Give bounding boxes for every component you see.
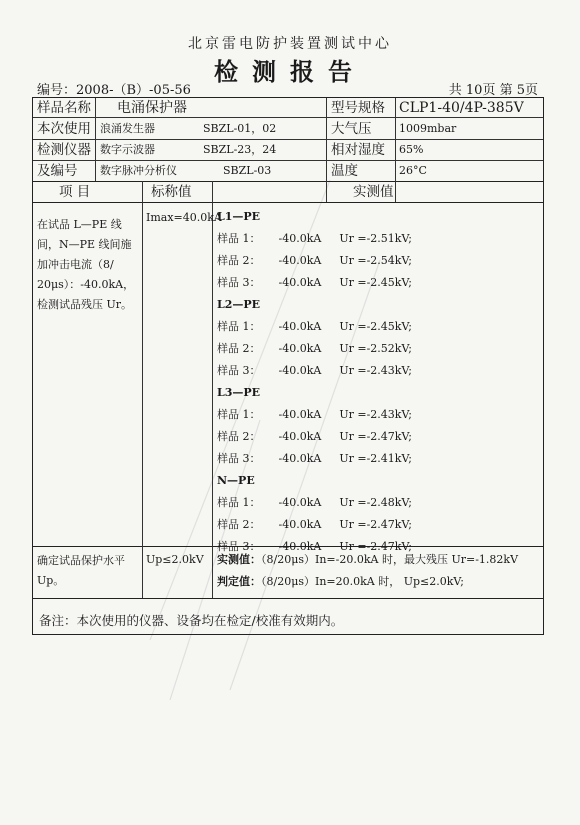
judged-label: 判定值： bbox=[217, 575, 261, 588]
list-item: 样品 3： -40.0kA Ur =-2.43kV; bbox=[217, 364, 412, 377]
remark-note: 备注：本次使用的仪器、设备均在检定/校准有效期内。 bbox=[39, 613, 344, 628]
humidity-label: 相对湿度 bbox=[331, 142, 385, 158]
list-item: 样品 3： -40.0kA Ur =-2.41kV; bbox=[217, 452, 412, 465]
instrument-1: 浪涌发生器 bbox=[100, 122, 155, 135]
col-item-header: 项 目 bbox=[59, 184, 91, 200]
detect-label: 检测仪器 bbox=[37, 142, 91, 158]
instrument-3-id: SBZL-03 bbox=[223, 164, 272, 177]
instrument-1-id: SBZL-01，02 bbox=[203, 122, 277, 135]
list-item: 样品 3： -40.0kA Ur =-2.47kV; bbox=[217, 540, 412, 553]
measured-text: （8/20μs）In=-20.0kA 时，最大残压 Ur=-1.82kV bbox=[261, 553, 519, 566]
group-name: L1—PE bbox=[217, 210, 261, 223]
list-item: 样品 3： -40.0kA Ur =-2.45kV; bbox=[217, 276, 412, 289]
col-standard-header: 标称值 bbox=[151, 184, 192, 200]
and-number-label: 及编号 bbox=[37, 163, 78, 179]
pressure-value: 1009mbar bbox=[399, 122, 457, 135]
temperature-label: 温度 bbox=[331, 163, 358, 179]
measurement-list bbox=[217, 206, 430, 558]
measured-label: 实测值： bbox=[217, 553, 261, 566]
list-item: 样品 2： -40.0kA Ur =-2.52kV; bbox=[217, 342, 412, 355]
item1-description: 在试品 L—PE 线间，N—PE 线间施加冲击电流（8/ 20μs）：-40.0kA，检测试品残压 Ur。 bbox=[37, 218, 135, 311]
judged-text: （8/20μs）In=20.0kA 时， Up≤2.0kV; bbox=[261, 575, 464, 588]
list-item: 样品 1： -40.0kA Ur =-2.43kV; bbox=[217, 408, 412, 421]
report-number: 编号：2008-（B）-05-56 bbox=[37, 83, 191, 98]
item2-standard: Up≤2.0kV bbox=[146, 553, 204, 566]
group-name: N—PE bbox=[217, 474, 255, 487]
list-item: 样品 1： -40.0kA Ur =-2.45kV; bbox=[217, 320, 412, 333]
model-label: 型号规格 bbox=[331, 100, 385, 116]
list-item: 样品 2： -40.0kA Ur =-2.54kV; bbox=[217, 254, 412, 267]
group-name: L2—PE bbox=[217, 298, 261, 311]
used-label: 本次使用 bbox=[37, 121, 91, 137]
temperature-value: 26°C bbox=[399, 164, 427, 177]
instrument-3: 数字脉冲分析仪 bbox=[100, 164, 177, 177]
sample-name-label: 样品名称 bbox=[37, 100, 91, 116]
col-measured-header: 实测值 bbox=[353, 184, 394, 200]
item1-standard: Imax=40.0kA bbox=[146, 211, 222, 224]
list-item: 样品 1： -40.0kA Ur =-2.48kV; bbox=[217, 496, 412, 509]
measured-result bbox=[217, 550, 518, 570]
group-name: L3—PE bbox=[217, 386, 261, 399]
list-item: 样品 2： -40.0kA Ur =-2.47kV; bbox=[217, 430, 412, 443]
model-value: CLP1-40/4P-385V bbox=[399, 100, 524, 116]
sample-name-value: 电涌保护器 bbox=[117, 100, 187, 116]
page-count: 共 10页 第 5页 bbox=[448, 83, 538, 98]
instrument-2: 数字示波器 bbox=[100, 143, 155, 156]
report-table bbox=[32, 97, 544, 635]
pressure-label: 大气压 bbox=[331, 121, 372, 137]
humidity-value: 65% bbox=[399, 143, 424, 156]
report-title: 检测报告 bbox=[214, 57, 366, 86]
list-item: 样品 1： -40.0kA Ur =-2.51kV; bbox=[217, 232, 412, 245]
judged-result bbox=[217, 572, 464, 592]
instrument-2-id: SBZL-23，24 bbox=[203, 143, 277, 156]
org-name: 北京雷电防护装置测试中心 bbox=[188, 36, 392, 52]
list-item: 样品 2： -40.0kA Ur =-2.47kV; bbox=[217, 518, 412, 531]
item2-description: 确定试品保护水平 Up。 bbox=[37, 554, 125, 587]
